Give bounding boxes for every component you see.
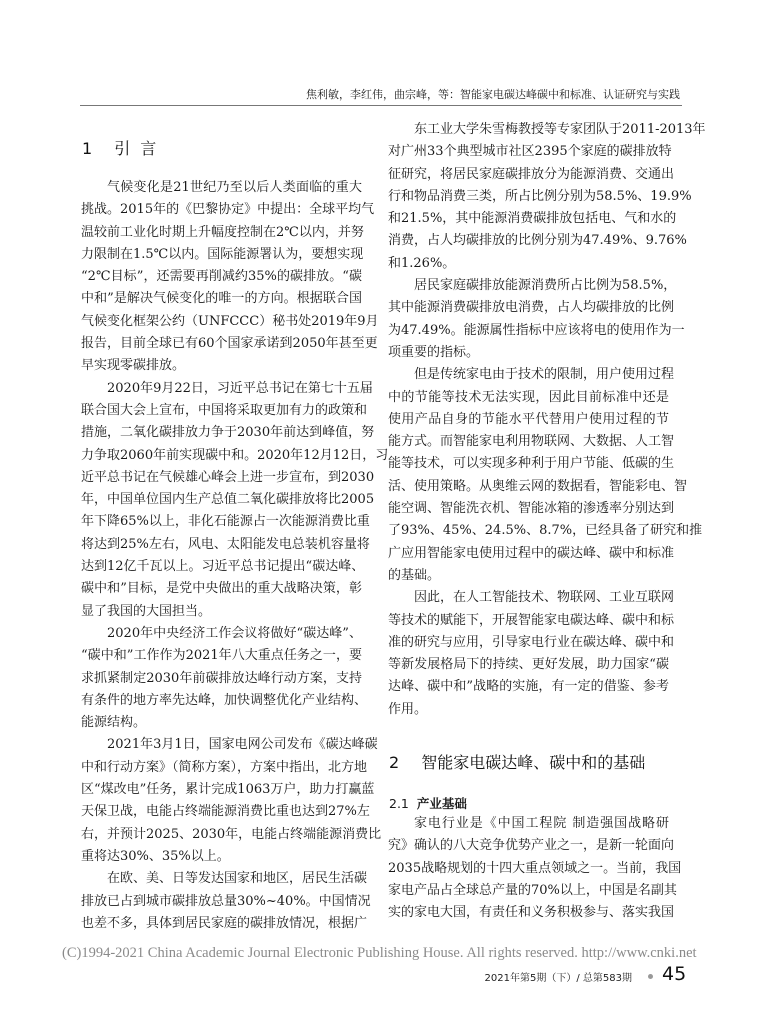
text-line: 因此，在人工智能技术、物联网、工业互联网	[414, 590, 675, 606]
text-line: 征研究，将居民家庭碳排放分为能源消费、交通出	[388, 166, 675, 182]
subsection-number: 2.1	[389, 796, 409, 811]
text-line: 将达到25%左右，风电、太阳能发电总装机容量将	[81, 536, 370, 552]
header-divider	[80, 105, 682, 106]
text-line: 重将达30%、35%以上。	[81, 848, 230, 864]
paragraph	[388, 364, 703, 587]
text-line: 项重要的指标。	[388, 344, 480, 360]
text-line: 的基础。	[388, 567, 441, 583]
text-line: 实的家电大国，有责任和义务积极参与、落实我国	[388, 905, 675, 921]
text-line: 力限制在1.5℃以内。国际能源署认为，要想实现	[81, 246, 364, 262]
text-line: 碳中和”目标，是党中央做出的重大战略决策，彰	[81, 581, 362, 597]
text-line: 消费，占人均碳排放的比例分别为47.49%、9.76%	[388, 233, 687, 249]
text-line: 准的研究与应用，引导家电行业在碳达峰、碳中和	[388, 634, 675, 650]
text-line: 2021年3月1日，国家电网公司发布《碳达峰碳	[107, 737, 378, 753]
text-line: 有条件的地方率先达峰，加快调整优化产业结构、	[81, 692, 368, 708]
text-line: 2020年9月22日，习近平总书记在第七十五届	[107, 380, 373, 396]
text-line: 居民家庭碳排放能源消费所占比例为58.5%，	[414, 278, 677, 294]
text-line: 2035战略规划的十四大重点领域之一。当前，我国	[388, 860, 682, 876]
text-line: 年下降65%以上，非化石能源占一次能源消费比重	[81, 514, 370, 530]
left-column	[81, 177, 389, 935]
text-line: 措施，二氧化碳排放力争于2030年前达到峰值，努	[81, 425, 375, 441]
text-line: 中和”是解决气候变化的唯一的方向。根据联合国	[81, 291, 362, 307]
text-line: 等新发展格局下的持续、更好发展，助力国家“碳	[388, 657, 669, 673]
copyright-notice: (C)1994-2021 China Academic Journal Electronic Publishing House. All rights reserved. http://www.cnki.net	[62, 945, 697, 961]
text-line: 其中能源消费碳排放电消费，占人均碳排放的比例	[388, 300, 675, 316]
text-line: 和21.5%，其中能源消费碳排放包括电、气和水的	[388, 211, 677, 227]
section-2-heading	[389, 750, 645, 773]
text-line: 联合国大会上宣布，中国将采取更加有力的政策和	[81, 402, 368, 418]
text-line: 天保卫战，电能占终端能源消费比重也达到27%左	[81, 804, 370, 820]
text-line: “碳中和”工作作为2021年八大重点任务之一，要	[81, 648, 362, 664]
text-line: 报告，目前全球已有60个国家承诺到2050年甚至更	[81, 336, 378, 352]
right-column	[388, 119, 706, 721]
text-line: 能空调、智能洗衣机、智能冰箱的渗透率分别达到	[388, 501, 675, 517]
text-line: 挑战。2015年的《巴黎协定》中提出：全球平均气	[81, 202, 375, 218]
text-line: 广应用智能家电使用过程中的碳达峰、碳中和标准	[388, 545, 675, 561]
text-line: 能方式。而智能家电利用物联网、大数据、人工智	[388, 434, 675, 450]
text-line: 中和行动方案》（简称方案），方案中指出，北方地	[81, 759, 368, 775]
subsection-title: 产业基础	[416, 796, 467, 811]
section-title: 智能家电碳达峰、碳中和的基础	[421, 753, 646, 772]
text-line: 2020年中央经济工作会议将做好“碳达峰”、	[107, 625, 362, 641]
paragraph	[388, 587, 675, 721]
paragraph	[388, 813, 682, 924]
text-line: 为47.49%。能源属性指标中应该将电的使用作为一	[388, 322, 685, 338]
text-line: 但是传统家电由于技术的限制，用户使用过程	[414, 367, 675, 383]
text-line: 气候变化是21世纪乃至以后人类面临的重大	[107, 180, 362, 195]
text-line: 力争取2060年前实现碳中和。2020年12月12日，习	[81, 447, 389, 463]
section-number: 1	[82, 139, 93, 158]
text-line: 活、使用策略。从奥维云网的数据看，智能彩电、智	[388, 478, 688, 494]
running-head: 焦利敏，李红伟，曲宗峰，等：智能家电碳达峰碳中和标准、认证研究与实践	[306, 88, 680, 101]
text-line: 在欧、美、日等发达国家和地区，居民生活碳	[107, 871, 368, 887]
subsection-2-1-heading	[389, 794, 467, 812]
section-1-heading	[82, 136, 166, 159]
text-line: 年，中国单位国内生产总值二氧化碳排放将比2005	[81, 492, 375, 508]
paragraph	[81, 177, 379, 378]
text-line: 达峰、碳中和”战略的实施，有一定的借鉴、参考	[388, 679, 669, 695]
bullet-dot	[648, 974, 653, 979]
paragraph	[81, 378, 389, 623]
text-line: 家电产品占全球总产量的70%以上，中国是名副其	[388, 882, 677, 898]
paragraph	[388, 275, 685, 364]
page-number: 45	[662, 963, 687, 985]
paragraph	[388, 119, 706, 275]
text-line: 气候变化框架公约（UNFCCC）秘书处2019年9月	[81, 313, 379, 329]
text-line: 东工业大学朱雪梅教授等专家团队于2011-2013年	[414, 122, 706, 137]
text-line: 中的节能等技术无法实现，因此目前标准中还是	[388, 389, 669, 405]
right-column-continued	[388, 813, 682, 924]
text-line: 对广州33个典型城市社区2395个家庭的碳排放特	[388, 144, 672, 160]
text-line: 行和物品消费三类，所占比例分别为58.5%、19.9%	[388, 188, 692, 204]
text-line: 近平总书记在气候雄心峰会上进一步宣布，到2030	[81, 469, 375, 485]
text-line: 究》确认的八大竞争优势产业之一，是新一轮面向	[388, 838, 675, 854]
text-line: 求抓紧制定2030年前碳排放达峰行动方案，支持	[81, 670, 362, 686]
text-line: “2℃目标”，还需要再削减约35%的碳排放。“碳	[81, 269, 362, 285]
text-line: 达到12亿千瓦以上。习近平总书记提出“碳达峰、	[81, 559, 365, 575]
text-line: 了93%、45%、24.5%、8.7%，已经具备了研究和推	[388, 523, 703, 539]
text-line: 早实现零碳排放。	[81, 358, 186, 374]
issue-info: 2021年第5期（下）/ 总第583期	[484, 973, 632, 984]
text-line: 和1.26%。	[388, 255, 456, 271]
text-line: 等技术的赋能下，开展智能家电碳达峰、碳中和标	[388, 612, 675, 628]
text-line: 家电行业是《中国工程院 制造强国战略研	[414, 816, 669, 831]
section-number: 2	[389, 753, 400, 772]
text-line: 排放已占到城市碳排放总量30%~40%。中国情况	[81, 893, 371, 909]
text-line: 也差不多，具体到居民家庭的碳排放情况，根据广	[81, 915, 368, 931]
text-line: 使用产品自身的节能水平代替用户使用过程的节	[388, 411, 669, 427]
text-line: 右，并预计2025、2030年，电能占终端能源消费比	[81, 826, 382, 842]
paragraph	[81, 868, 371, 935]
text-line: 温较前工业化时期上升幅度控制在2℃以内，并努	[81, 224, 364, 240]
paragraph	[81, 734, 382, 868]
text-line: 作用。	[388, 701, 428, 717]
section-title: 引言	[114, 139, 167, 158]
text-line: 显了我国的大国担当。	[81, 603, 212, 619]
text-line: 能源结构。	[81, 715, 147, 731]
text-line: 区“煤改电”任务，累计完成1063万户，助力打赢蓝	[81, 782, 375, 798]
text-line: 能等技术，可以实现多种利于用户节能、低碳的生	[388, 456, 675, 472]
paragraph	[81, 623, 368, 734]
